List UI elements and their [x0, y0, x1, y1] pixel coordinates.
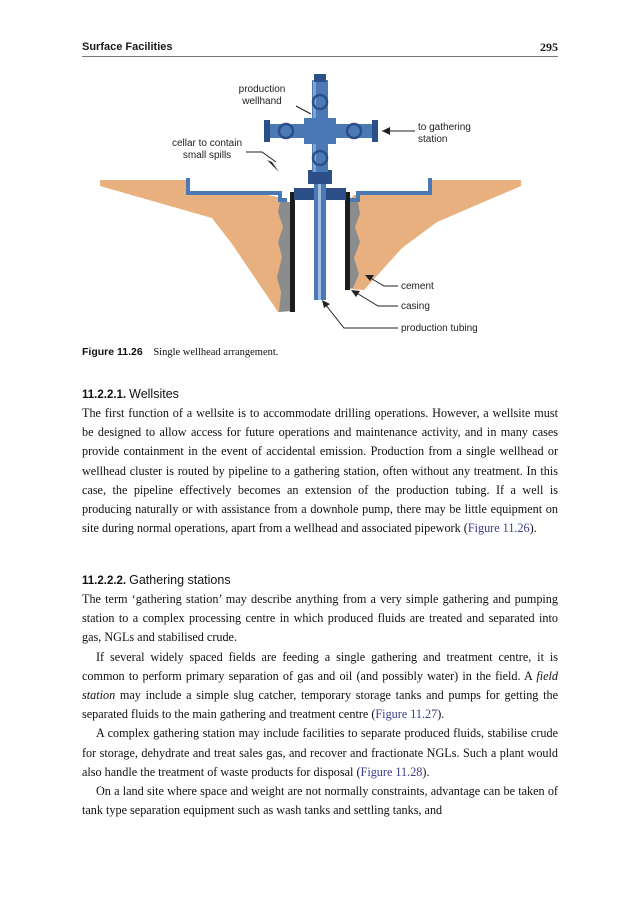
section-wellsites — [82, 387, 558, 538]
label-cellar-line2: small spills — [182, 150, 232, 161]
label-gathering — [418, 122, 471, 146]
caption-number: Figure 11.26 — [82, 346, 143, 358]
label-production-tubing: production tubing — [401, 323, 478, 334]
italic-term: field station — [82, 668, 558, 703]
ground-right — [347, 180, 521, 290]
paragraph: On a land site where space and weight are not normally constraints, advantage can be taken of tank type separation equipment such as wash tanks and settling tanks, and — [82, 784, 558, 818]
label-gathering-line1: to gathering — [418, 122, 471, 133]
section-heading — [82, 573, 558, 588]
figure-reference-link[interactable]: Figure 11.26 — [467, 521, 530, 536]
label-gathering-line2: station — [418, 134, 448, 145]
section-gathering-stations — [82, 573, 558, 820]
label-production-wellhand-line1: production — [238, 84, 286, 95]
figure-reference-link[interactable]: Figure 11.28 — [360, 764, 423, 779]
outlet-right — [336, 124, 376, 138]
header-rule — [82, 56, 558, 57]
paragraph-text: The first function of a wellsite is to accommodate drilling operations. However, a wellsite must be designed to allow access for future operations and maintenance activity, and in many cases provide containment in the event of accidental emission. Production from a single wellhead or wellhead cluster is routed by pipeline to a gathering station, often without any treatment. In this case, the pipeline effectively becomes an extension of the production tubing. If a well is producing naturally or with assistance from a downhole pump, there may be little equipment on site during normal operations, apart from a wellhead and associated pipework ( — [82, 406, 558, 536]
caption-text: Single wellhead arrangement. — [153, 347, 279, 358]
section-title: Wellsites — [129, 387, 179, 401]
section-number: 11.2.2.1. — [82, 389, 127, 401]
paragraph-text: may include a simple slug catcher, temporary storage tanks and pumps for getting the separated fluids to the main gathering and treatment centre ( — [82, 688, 558, 722]
paragraph — [82, 724, 558, 782]
wellhead-cross — [304, 118, 336, 144]
wellhead-diagram — [82, 62, 558, 340]
label-cement: cement — [401, 281, 434, 292]
figure-caption — [82, 346, 278, 358]
casing-left — [290, 192, 295, 312]
section-title: Gathering stations — [129, 573, 231, 587]
page-number: 295 — [540, 40, 558, 54]
figure-reference-link[interactable]: Figure 11.27 — [375, 707, 438, 722]
running-header — [82, 40, 558, 56]
section-heading — [82, 387, 558, 402]
wellhead-figure — [82, 62, 558, 340]
label-cellar — [162, 138, 252, 162]
paragraph — [82, 648, 558, 725]
label-cellar-line1: cellar to contain — [171, 138, 243, 149]
paragraph: The term ‘gathering station’ may describe anything from a very simple gathering and pumping station to a complex processing centre in which produced fluids are treated and separated into gas, NGLs and stabilised crude. — [82, 592, 558, 645]
running-title: Surface Facilities — [82, 41, 173, 53]
paragraph-text: ). — [529, 521, 537, 536]
label-production-wellhand-line2: wellhand — [242, 96, 282, 107]
wellhead-spool — [308, 170, 332, 184]
label-casing: casing — [401, 301, 430, 312]
label-production-wellhand — [232, 84, 292, 108]
ground-left — [100, 180, 291, 312]
section-number: 11.2.2.2. — [82, 575, 127, 587]
paragraph-text: ). — [422, 764, 430, 779]
paragraph-text: ). — [437, 707, 445, 722]
paragraph — [82, 404, 558, 538]
paragraph-text: A complex gathering station may include facilities to separate produced fluids, stabilise crude for storage, dehydrate and treat sales gas, and recover and fractionate NGLs. Such a plant would also handle the treatment of waste products for disposal ( — [82, 726, 558, 779]
paragraph-text: If several widely spaced fields are feeding a single gathering and treatment centre, it is common to perform primary separation of gas and oil (and possibly water) in the field. A — [82, 649, 558, 683]
casing-right — [345, 192, 350, 290]
outlet-left — [266, 124, 304, 138]
